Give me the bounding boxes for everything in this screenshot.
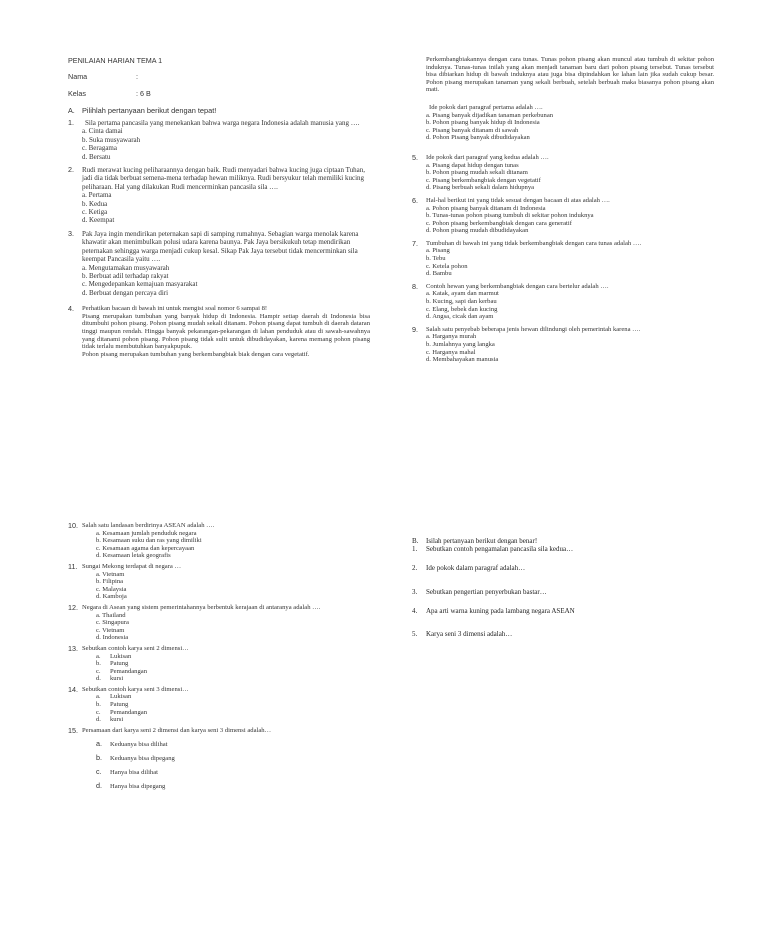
question-5 — [412, 154, 714, 192]
essay-text: Sebutkan pengertian penyerbukan bastar… — [426, 588, 547, 597]
passage-paragraph-2: Pohon pisang merupakan tumbuhan yang berkembangbiak biak dengan cara vegetatif. — [82, 350, 310, 358]
passage-paragraph-1: Pisang merupakan tumbuhan yang banyak hidup di Indonesia. Hampir setiap daerah di Indonesia bisa ditumbuhi pohon pisang. Pohon pisang mudah sekali ditanam. Pohon pisang dapat tumbuh di daerah dataran tinggi maupun rendah. Hingga banyak pekarangan-pekarangan di lahan penduduk atau di sawah-sawahnya yang ditanami pohon pisang. Pohon pisang tidak sulit untuk dibudidayakan, karena memang pohon pisang tidak terlalu membutuhkan banyakpupuk. — [82, 312, 370, 351]
essay-item-3: 3. Sebutkan pengertian penyerbukan bastar… — [412, 588, 547, 597]
question-text: Ide pokok dari paragraf yang kedua adalah …. — [426, 153, 549, 161]
class-value: : 6 B — [136, 89, 151, 98]
question-2 — [68, 166, 370, 225]
question-text: Negara di Asean yang sistem pemerintahannya berbentuk kerajaan di antaranya adalah …. — [82, 603, 321, 611]
option: b. Jumlahnya yang langka — [426, 341, 495, 348]
question-text: Salah satu landasan berdirinya ASEAN adalah …. — [82, 522, 215, 529]
question-number: 12. — [68, 602, 78, 612]
option: a. Pohon pisang banyak ditanam di Indonesia — [426, 204, 546, 212]
passage-continuation: Perkembangbiakannya dengan cara tunas. Tunas pohon pisang akan muncul atau tumbuh di sekitar pohon induknya. Tunas-tunas inilah yang akan menjadi tanaman baru dari pohon pisang tersebut. Tunas tersebut bisa dibiarkan hidup di bawah induknya atau juga bisa dipindahkan ke lahan lain jika sudah cukup besar. Pohon pisang merupakan tanaman yang sekali berbuah, setelah berbuah maka biasanya pohon pisang akan mati. — [426, 56, 714, 94]
option: b. Pohon pisang mudah sekali ditanam — [426, 169, 528, 177]
question-text: Sila pertama pancasila yang menekankan bahwa warga negara Indonesia adalah manusia yang …. — [85, 119, 360, 127]
question-9 — [412, 326, 714, 364]
question-number: 2. — [68, 165, 74, 175]
option: b. Kucing, sapi dan kerbau — [426, 298, 497, 306]
option: b. Pohon pisang banyak hidup di Indonesia — [426, 119, 540, 127]
question-number: 8. — [412, 281, 418, 291]
section-b-heading: B. Isilah pertanyaan berikut dengan benar! — [412, 537, 538, 545]
essay-text: Ide pokok dalam paragraf adalah… — [426, 563, 526, 572]
left-column-top — [68, 106, 370, 358]
question-number: 5. — [412, 152, 418, 162]
option: b. Berbuat adil terhadap rakyat — [82, 271, 169, 280]
option: d. Angsa, cicak dan ayam — [426, 313, 494, 321]
question-14 — [68, 686, 370, 724]
question-10 — [68, 522, 370, 560]
option: b. Patung — [96, 660, 129, 668]
option: d. Bambu — [426, 270, 452, 278]
question-text: Salah satu penyebab beberapa jenis hewan dilindungi oleh pemerintah karena …. — [426, 325, 641, 333]
option: a. Keduanya bisa dilihat — [96, 739, 168, 749]
question-text: Persamaan dari karya seni 2 dimensi dan karya seni 3 dimensi adalah… — [82, 726, 272, 734]
option: a. Harganya murah — [426, 333, 477, 341]
option: c. Pohon pisang berkembangbiak dengan cara generatif — [426, 219, 572, 227]
class-label: Kelas — [68, 89, 86, 98]
option: c. Beragama — [82, 144, 117, 153]
option: b. Tebu — [426, 255, 446, 263]
option: a. Katak, ayam dan marmut — [426, 290, 499, 298]
option: d. kursi — [96, 716, 124, 724]
question-text: Ide pokok dari paragraf pertama adalah …. — [429, 103, 543, 111]
section-b-text: Isilah pertanyaan berikut dengan benar! — [426, 537, 538, 545]
option: b. Suka musyawarah — [82, 135, 141, 144]
option: c. Pisang berkembangbiak dengan vegetatif — [426, 176, 541, 184]
option: d. kursi — [96, 675, 124, 683]
option: a. Pisang banyak dijadikan tanaman perkebunan — [426, 111, 554, 119]
option: d. Kamboja — [96, 593, 127, 601]
option: a. Thailand — [96, 611, 126, 619]
question-text: Contoh hewan yang berkembangbiak dengan cara bertelur adalah …. — [426, 282, 609, 290]
question-number: 10. — [68, 521, 78, 530]
option: b. Filipina — [96, 578, 124, 586]
option: c. Ketiga — [82, 208, 108, 217]
name-row — [68, 72, 368, 81]
option: d. Pohon Pisang banyak dibudidayakan — [426, 134, 530, 142]
option: d. Hanya bisa dipegang — [96, 781, 166, 791]
option: c. Singapura — [96, 619, 129, 627]
question-15 — [68, 727, 370, 794]
option: a. Lukisan — [96, 652, 132, 660]
question-text: Sebutkan contoh karya seni 3 dimensi… — [82, 685, 189, 693]
option: c. Pemandangan — [96, 667, 147, 675]
option: d. Pisang berbuah sekali dalam hidupnya — [426, 184, 535, 192]
essay-item-1: 1. Sebutkan contoh pengamalan pancasila sila kedua… — [412, 545, 574, 554]
essay-text: Karya seni 3 dimensi adalah… — [426, 630, 513, 639]
option: b. Patung — [96, 701, 129, 709]
option: c. Pisang banyak ditanam di sawah — [426, 126, 519, 134]
question-number: 3. — [68, 228, 74, 238]
question-text: Sungai Mekong terdapat di negara … — [82, 562, 182, 570]
option: c. Kesamaan agama dan kepercayaan — [96, 544, 195, 552]
option: b. Kedua — [82, 199, 108, 208]
essay-item-5: 5. Karya seni 3 dimensi adalah… — [412, 630, 513, 639]
passage-instruction: Perhatikan bacaan di bawah ini untuk mengisi soal nomor 6 sampai 8! — [82, 305, 268, 313]
question-number: 9. — [412, 324, 418, 334]
option: d. Membahayakan manusia — [426, 356, 499, 364]
left-column-bottom — [68, 522, 370, 793]
question-number: 7. — [412, 238, 418, 248]
question-text: Pak Jaya ingin mendirikan peternakan sapi di samping rumahnya. Sebagian warga menolak karena khawatir akan menimbulkan polusi udara karena baunya. Pak Jaya bersikukuh tetap mendirikan peternakan sehingga warga menjadi cukup kesal. Sikap Pak Jaya tersebut tidak mencerminkan sila keempat Pancasila yaitu …. — [82, 229, 359, 264]
section-a-letter: A. — [68, 106, 75, 115]
question-number: 6. — [412, 195, 418, 205]
option: a. Mengutamakan musyawarah — [82, 263, 170, 272]
essay-item-4: 4. Apa arti warna kuning pada lambang negara ASEAN — [412, 606, 575, 615]
option: b. Keduanya bisa dipegang — [96, 753, 175, 763]
option: d. Kesamaan letak geografis — [96, 552, 171, 560]
option: d. Bersatu — [82, 152, 111, 161]
question-4-passage — [68, 305, 370, 358]
question-number: 11. — [68, 561, 78, 571]
name-label: Nama — [68, 72, 88, 81]
section-a-heading — [68, 106, 370, 115]
option: c. Mengedepankan kemajuan masyarakat — [82, 280, 198, 289]
essay-text: Sebutkan contoh pengamalan pancasila sila kedua… — [426, 545, 574, 554]
option: a. Pisang dapat hidup dengan tunas — [426, 161, 519, 169]
option: d. Pohon pisang mudah dibudidayakan — [426, 227, 529, 235]
question-3 — [68, 230, 370, 297]
question-6 — [412, 197, 714, 235]
option: a. Vietnam — [96, 570, 125, 578]
question-11 — [68, 563, 370, 601]
question-12 — [68, 604, 370, 642]
question-number: 4. — [68, 304, 74, 314]
question-text: Tumbuhan di bawah ini yang tidak berkembangbiak dengan cara tunas adalah …. — [426, 239, 642, 247]
option: a. Lukisan — [96, 693, 132, 701]
option: b. Tunas-tunas pohon pisang tumbuh di sekitar pohon induknya — [426, 212, 594, 220]
question-number: 1. — [68, 118, 74, 127]
option: a. Cinta damai — [82, 127, 123, 136]
option: b. Kesamaan suku dan ras yang dimiliki — [96, 537, 202, 545]
question-number: 14. — [68, 684, 78, 694]
exam-title: PENILAIAN HARIAN TEMA 1 — [68, 56, 163, 65]
option: d. Keempat — [82, 216, 115, 225]
option: a. Pisang — [426, 247, 450, 255]
essay-item-2: 2. Ide pokok dalam paragraf adalah… — [412, 563, 526, 572]
option: c. Pemandangan — [96, 708, 147, 716]
section-b — [412, 537, 714, 638]
option: d. Berbuat dengan percaya diri — [82, 288, 169, 297]
question-number: 13. — [68, 643, 78, 653]
question-7 — [412, 240, 714, 278]
question-1 — [68, 119, 370, 161]
option: d. Indonesia — [96, 634, 129, 642]
option: a. Kesamaan jumlah penduduk negara — [96, 529, 197, 537]
question-text: Hal-hal berikut ini yang tidak sesuai dengan bacaan di atas adalah …. — [426, 196, 610, 204]
header — [68, 56, 368, 98]
option: a. Pertama — [82, 191, 112, 200]
class-row — [68, 89, 368, 98]
option: c. Malaysia — [96, 585, 127, 593]
option: c. Hanya bisa dilihat — [96, 767, 158, 777]
essay-text: Apa arti warna kuning pada lambang negara ASEAN — [426, 606, 575, 615]
question-text: Sebutkan contoh karya seni 2 dimensi… — [82, 644, 189, 652]
question-passage-main-idea — [412, 104, 714, 142]
question-text: Rudi merawat kucing peliharaannya dengan baik. Rudi menyadari bahwa kucing juga ciptaan Tuhan, jadi dia tidak berbuat semena-mena terhadap hewan miliknya. Rudi bersyukur telah memiliki kucing peliharaan. Hal yang dilakukan Rudi mencerminkan pancasila sila …. — [82, 166, 366, 191]
option: c. Elang, bebek dan kucing — [426, 305, 498, 313]
question-8 — [412, 283, 714, 321]
question-13 — [68, 645, 370, 683]
option: c. Harganya mahal — [426, 348, 476, 356]
option: c. Ketela pohon — [426, 262, 468, 270]
option: c. Vietnam — [96, 626, 125, 634]
question-number: 15. — [68, 725, 78, 735]
right-column-top — [412, 56, 714, 364]
section-a-text: Pilihlah pertanyaan berikut dengan tepat! — [82, 106, 217, 115]
name-value: : — [136, 72, 138, 81]
